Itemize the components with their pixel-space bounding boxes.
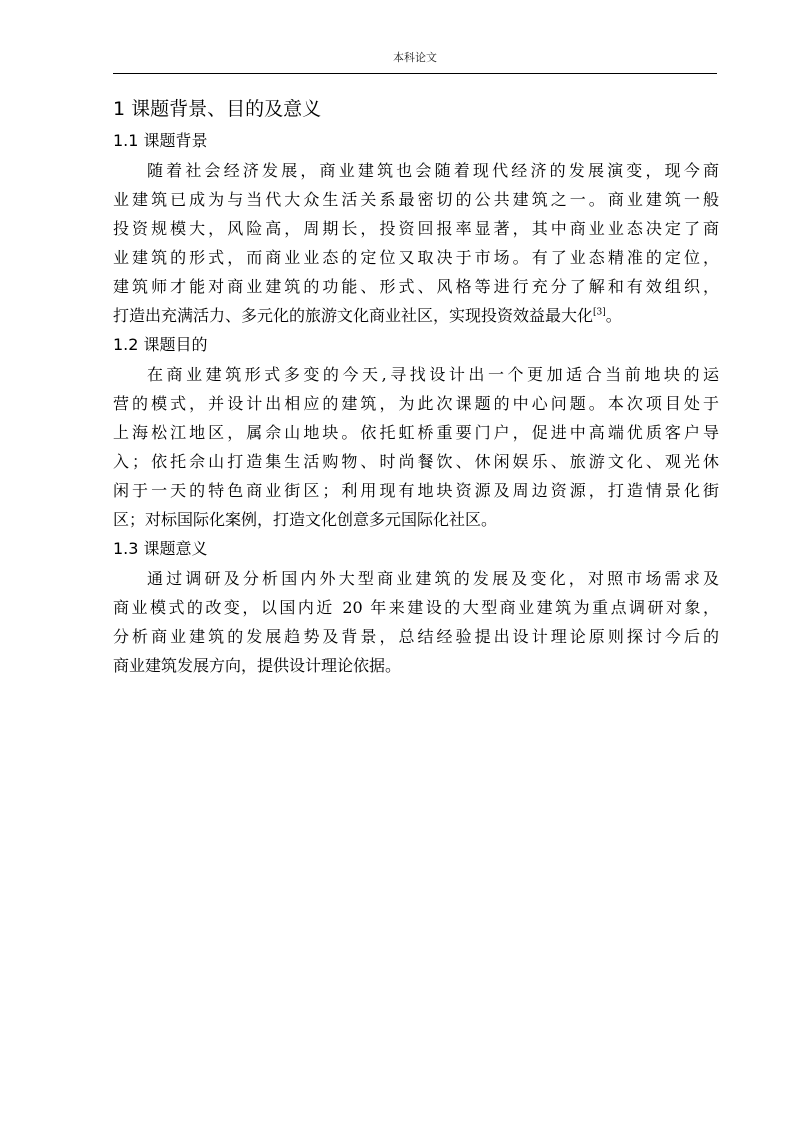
text-line: 通过调研及分析国内外大型商业建筑的发展及变化，对照市场需求及 [147, 569, 719, 588]
paragraph-background [113, 156, 719, 330]
text-line: 在商业建筑形式多变的今天,寻找设计出一个更加适合当前地块的运 [147, 365, 719, 384]
text-line: 商业建筑发展方向，提供设计理论依据。 [113, 656, 402, 675]
document-body [113, 94, 719, 682]
text-line: 营的模式，并设计出相应的建筑，为此次课题的中心问题。本次项目处于 [113, 394, 719, 413]
header-title: 本科论文 [393, 51, 437, 64]
text-line: 业建筑的形式，而商业业态的定位又取决于市场。有了业态精准的定位， [113, 248, 719, 267]
text-line: 入；依托佘山打造集生活购物、时尚餐饮、休闲娱乐、旅游文化、观光休 [113, 452, 719, 471]
citation-reference[interactable]: [3] [593, 307, 606, 318]
section-heading-1: 1 课题背景、目的及意义 [113, 98, 322, 120]
text-line-end: 。 [605, 306, 622, 325]
text-line: 业建筑已成为与当代大众生活关系最密切的公共建筑之一。商业建筑一般 [113, 190, 719, 209]
section-heading-1-3: 1.3 课题意义 [113, 539, 208, 558]
text-line-content: 打造出充满活力、多元化的旅游文化商业社区，实现投资效益最大化 [113, 306, 594, 325]
paragraph-significance [113, 564, 719, 680]
text-line: 上海松江地区，属佘山地块。依托虹桥重要门户，促进中高端优质客户导 [113, 423, 719, 442]
text-line: 分析商业建筑的发展趋势及背景，总结经验提出设计理论原则探讨今后的 [113, 627, 719, 646]
text-line: 随着社会经济发展，商业建筑也会随着现代经济的发展演变，现今商 [147, 161, 719, 180]
paragraph-purpose [113, 360, 719, 534]
section-heading-1-1: 1.1 课题背景 [113, 131, 208, 150]
text-line: 建筑师才能对商业建筑的功能、形式、风格等进行充分了解和有效组织， [113, 277, 719, 296]
text-line [113, 301, 719, 330]
text-line: 投资规模大，风险高，周期长，投资回报率显著，其中商业业态决定了商 [113, 219, 719, 238]
page-header [113, 50, 717, 74]
text-line: 区；对标国际化案例，打造文化创意多元国际化社区。 [113, 510, 498, 529]
section-heading-1-2: 1.2 课题目的 [113, 335, 208, 354]
text-line: 闲于一天的特色商业街区；利用现有地块资源及周边资源，打造情景化街 [113, 481, 719, 500]
text-line: 商业模式的改变，以国内近 20 年来建设的大型商业建筑为重点调研对象， [113, 598, 719, 617]
